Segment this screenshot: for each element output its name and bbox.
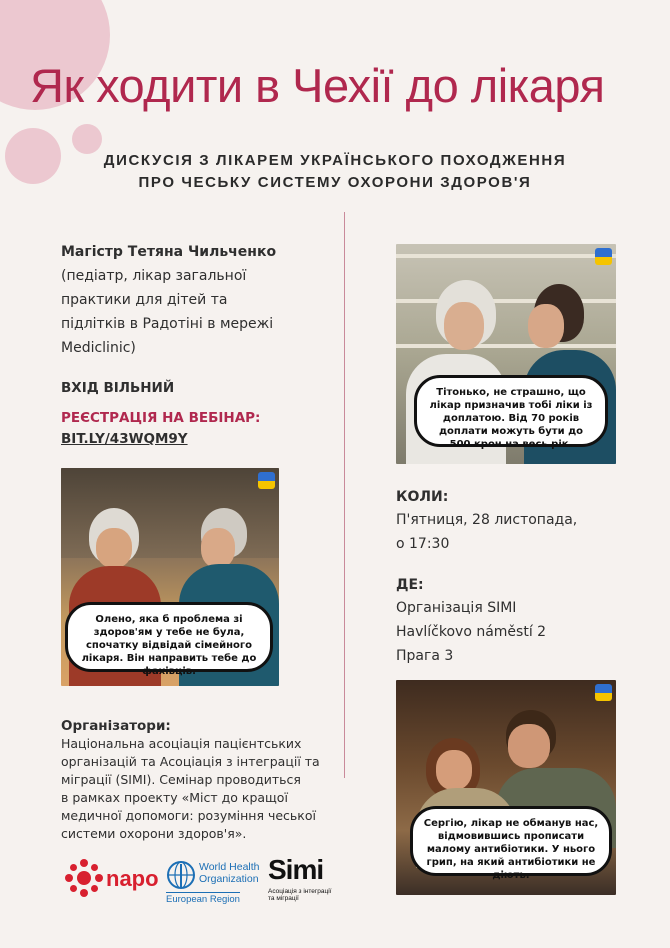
organizers-line: міграції (SIMI). Семінар проводиться [61, 772, 301, 787]
comic-speech-bubble: Олено, яка б проблема зі здоров'ям у тебе не була, спочатку відвідай сімейного лікаря. Він направить тебе до фахівців. [65, 602, 273, 672]
ukraine-flag-icon [258, 472, 275, 489]
subtitle-line-2: ПРО ЧЕСЬКУ СИСТЕМУ ОХОРОНИ ЗДОРОВ'Я [138, 174, 532, 191]
comic-man-face [508, 724, 550, 768]
decor-circle-small [72, 124, 102, 154]
when-label: КОЛИ: [396, 489, 449, 505]
comic-mother-face [436, 750, 472, 790]
speaker-name: Магістр Тетяна Чильченко [61, 244, 277, 260]
organizers-line: Національна асоціація пацієнтських [61, 736, 302, 751]
who-emblem-icon [166, 860, 196, 890]
ukraine-flag-icon [595, 248, 612, 265]
entry-free: ВХІД ВІЛЬНИЙ [61, 380, 175, 396]
comic-speech-bubble: Тітонько, не страшно, що лікар призначив тобі ліки із доплатою. Від 70 років доплати можуть бути до 500 крон на весь рік. [414, 375, 608, 447]
registration-link[interactable]: BIT.LY/43WQM9Y [61, 431, 188, 447]
simi-logo: Simi [268, 854, 324, 885]
simi-sub-line-2: та міграції [268, 895, 299, 902]
who-logo [166, 860, 196, 894]
comic-elderly-face [444, 302, 484, 350]
comic-panel-family [396, 680, 616, 895]
who-name-line-2: Organization [199, 873, 259, 885]
simi-logo-subtitle [268, 888, 331, 902]
speaker-description [61, 264, 273, 360]
comic-shelf [396, 344, 616, 348]
when-line: П'ятниця, 28 листопада, [396, 512, 578, 528]
where-line: Організація SIMI [396, 600, 517, 616]
napo-flower-icon [64, 858, 104, 898]
comic-shelf [396, 299, 616, 303]
comic-woman2-face [201, 528, 235, 568]
speaker-description-line: практики для дітей та [61, 292, 228, 308]
when-details [396, 508, 577, 556]
organizers-line: організацій та Асоціація з інтеграції та [61, 754, 320, 769]
organizers-line: медичної допомоги: розуміння чеської [61, 808, 316, 823]
comic-shelf [396, 254, 616, 258]
where-label: ДЕ: [396, 577, 424, 593]
speaker-description-line: підлітків в Радотіні в мережі [61, 316, 274, 332]
comic-panel-elderly-women [61, 468, 279, 686]
where-line: Havlíčkovo náměstí 2 [396, 624, 547, 640]
comic-panel-pharmacy [396, 244, 616, 464]
where-details [396, 596, 546, 668]
simi-sub-line-1: Асоціація з інтеграції [268, 888, 332, 895]
organizers-text [61, 735, 320, 843]
where-line: Прага 3 [396, 648, 454, 664]
comic-woman-face [96, 528, 132, 568]
who-name-line-1: World Health [199, 861, 260, 873]
napo-logo [64, 858, 104, 898]
organizers-label: Організатори: [61, 718, 171, 734]
column-divider [344, 212, 345, 778]
who-region: European Region [166, 894, 240, 905]
ukraine-flag-icon [595, 684, 612, 701]
who-logo-text [199, 861, 260, 885]
subtitle-line-1: ДИСКУСІЯ З ЛІКАРЕМ УКРАЇНСЬКОГО ПОХОДЖЕННЯ [103, 152, 567, 169]
registration-label: РЕЄСТРАЦІЯ НА ВЕБІНАР: [61, 410, 261, 426]
comic-speech-bubble: Сергію, лікар не обманув нас, відмовившись прописати малому антибіотики. У нього грип, на який антибіотики не діють. [410, 806, 612, 876]
napo-logo-text: napo [106, 866, 159, 891]
speaker-description-line: Mediclinic) [61, 340, 136, 356]
organizers-line: системи охорони здоров'я». [61, 826, 247, 841]
speaker-description-line: (педіатр, лікар загальної [61, 268, 247, 284]
comic-woman-face-young [528, 304, 564, 348]
when-line: о 17:30 [396, 536, 450, 552]
page-title: Як ходити в Чехії до лікаря [30, 59, 605, 112]
organizers-line: в рамках проекту «Міст до кращої [61, 790, 288, 805]
